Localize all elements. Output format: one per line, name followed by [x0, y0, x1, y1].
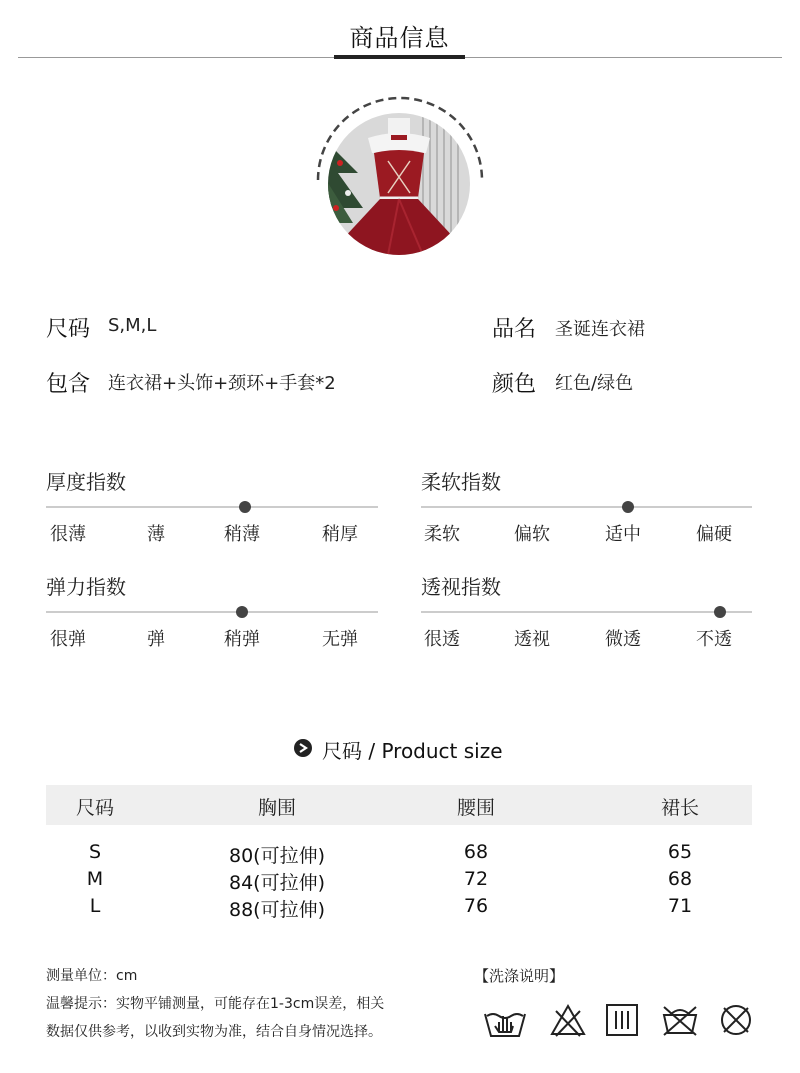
product-name-label: 品名 [492, 317, 537, 342]
product-image [328, 113, 470, 255]
elasticity-option: 弹 [147, 629, 165, 650]
elasticity-index-track [46, 611, 378, 613]
transparency-index-track [421, 611, 752, 613]
thickness-index-title: 厚度指数 [46, 470, 126, 494]
no-dry-clean-icon [719, 1003, 753, 1037]
wash-instructions-title: 【洗涤说明】 [474, 967, 565, 985]
size-cell: L [89, 895, 101, 917]
transparency-index-marker [714, 606, 726, 618]
bust-cell: 84(可拉伸) [228, 872, 325, 894]
arrow-right-circle-icon [294, 739, 312, 757]
hang-dry-icon [605, 1003, 639, 1037]
transparency-option: 不透 [696, 629, 732, 650]
title-underline [334, 55, 465, 59]
thickness-option: 稍薄 [224, 524, 260, 545]
transparency-index-title: 透视指数 [421, 575, 501, 599]
bust-cell: 80(可拉伸) [228, 845, 325, 867]
elasticity-option: 很弹 [50, 629, 86, 650]
thickness-index-marker [239, 501, 251, 513]
softness-index-marker [622, 501, 634, 513]
softness-option: 柔软 [424, 524, 460, 545]
color-value: 红色/绿色 [555, 373, 634, 394]
softness-index-title: 柔软指数 [421, 470, 501, 494]
softness-option: 适中 [605, 524, 641, 545]
softness-option: 偏硬 [696, 524, 732, 545]
page-title: 商品信息 [349, 24, 450, 52]
transparency-option: 很透 [424, 629, 460, 650]
includes-value: 连衣裙+头饰+颈环+手套*2 [108, 373, 336, 394]
length-cell: 68 [667, 868, 693, 890]
elasticity-index-marker [236, 606, 248, 618]
length-cell: 65 [667, 841, 693, 863]
elasticity-option: 稍弹 [224, 629, 260, 650]
waist-cell: 76 [463, 895, 489, 917]
size-table-header-cell: 胸围 [257, 797, 296, 819]
size-label: 尺码 [46, 317, 91, 342]
size-table-header-cell: 腰围 [456, 797, 495, 819]
softness-index-track [421, 506, 752, 508]
no-tumble-dry-icon [660, 1003, 700, 1037]
transparency-option: 微透 [605, 629, 641, 650]
transparency-option: 透视 [514, 629, 550, 650]
length-cell: 71 [667, 895, 693, 917]
elasticity-index-title: 弹力指数 [46, 575, 126, 599]
size-cell: M [86, 868, 104, 890]
measurement-unit-note: 测量单位：cm [46, 968, 138, 984]
includes-label: 包含 [46, 372, 91, 397]
waist-cell: 72 [463, 868, 489, 890]
measurement-tip-line1: 温馨提示：实物平铺测量，可能存在1-3cm误差，相关 [46, 996, 385, 1012]
thickness-option: 很薄 [50, 524, 86, 545]
thickness-option: 稍厚 [322, 524, 358, 545]
no-bleach-icon [550, 1003, 586, 1037]
product-name-value: 圣诞连衣裙 [555, 319, 645, 340]
hand-wash-icon [483, 1002, 527, 1040]
softness-option: 偏软 [514, 524, 550, 545]
bust-cell: 88(可拉伸) [228, 899, 325, 921]
thickness-option: 薄 [147, 524, 165, 545]
thickness-index-track [46, 506, 378, 508]
size-section-title: 尺码 / Product size [322, 739, 503, 763]
measurement-tip-line2: 数据仅供参考，以收到实物为准，结合自身情况选择。 [46, 1024, 382, 1040]
size-cell: S [88, 841, 102, 863]
waist-cell: 68 [463, 841, 489, 863]
color-label: 颜色 [492, 372, 537, 397]
size-value: S,M,L [108, 315, 157, 336]
elasticity-option: 无弹 [322, 629, 358, 650]
size-table-header-cell: 裙长 [660, 797, 699, 819]
size-table-header-cell: 尺码 [75, 797, 114, 819]
